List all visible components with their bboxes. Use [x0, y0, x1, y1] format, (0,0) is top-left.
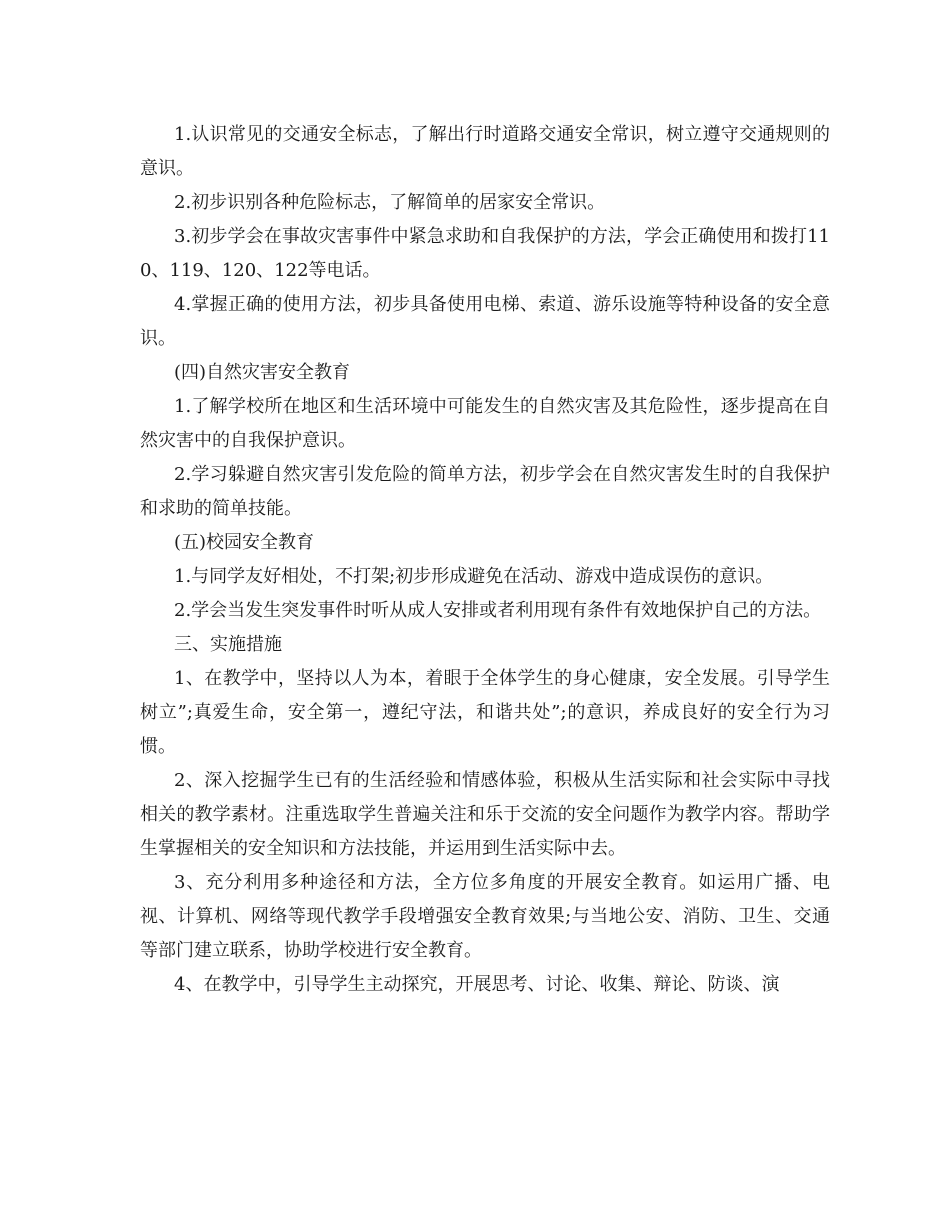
paragraph-classmates: 1.与同学友好相处，不打架;初步形成避免在活动、游戏中造成误伤的意识。	[174, 566, 774, 587]
paragraph-disaster-skills: 2.学习躲避自然灾害引发危险的简单方法，初步学会在自然灾害发生时的自我保护和求助的简单技能。	[140, 464, 830, 519]
paragraph-emergency-response: 2.学会当发生突发事件时听从成人安排或者利用现有条件有效地保护自己的方法。	[174, 600, 822, 621]
paragraph-disaster-awareness: 1.了解学校所在地区和生活环境中可能发生的自然灾害及其危险性，逐步提高在自然灾害中的自我保护意识。	[140, 396, 830, 451]
paragraph-special-equipment: 4.掌握正确的使用方法，初步具备使用电梯、索道、游乐设施等特种设备的安全意识。	[140, 294, 830, 349]
paragraph-danger-signs: 2.初步识别各种危险标志，了解简单的居家安全常识。	[174, 192, 606, 213]
paragraph-traffic-signs: 1.认识常见的交通安全标志，了解出行时道路交通安全常识，树立遵守交通规则的意识。	[140, 124, 830, 179]
paragraph-emergency-calls: 3.初步学会在事故灾害事件中紧急求助和自我保护的方法，学会正确使用和拨打110、119、120、122等电话。	[140, 226, 830, 281]
section-heading-natural-disaster: (四)自然灾害安全教育	[174, 362, 351, 383]
section-heading-campus-safety: (五)校园安全教育	[174, 532, 315, 553]
paragraph-measure-2: 2、深入挖掘学生已有的生活经验和情感体验，积极从生活实际和社会实际中寻找相关的教学素材。注重选取学生普遍关注和乐于交流的安全问题作为教学内容。帮助学生掌握相关的安全知识和方法技能，并运用到生活实际中去。	[140, 770, 830, 859]
paragraph-measure-4: 4、在教学中，引导学生主动探究，开展思考、讨论、收集、辩论、防谈、演	[174, 974, 780, 995]
document-page	[140, 118, 830, 1002]
paragraph-measure-3: 3、充分利用多种途径和方法，全方位多角度的开展安全教育。如运用广播、电视、计算机、网络等现代教学手段增强安全教育效果;与当地公安、消防、卫生、交通等部门建立联系，协助学校进行安全教育。	[140, 872, 830, 961]
section-heading-measures: 三、实施措施	[174, 634, 282, 655]
paragraph-measure-1: 1、在教学中，坚持以人为本，着眼于全体学生的身心健康，安全发展。引导学生树立”;真爱生命，安全第一，遵纪守法，和谐共处”;的意识，养成良好的安全行为习惯。	[140, 668, 830, 757]
